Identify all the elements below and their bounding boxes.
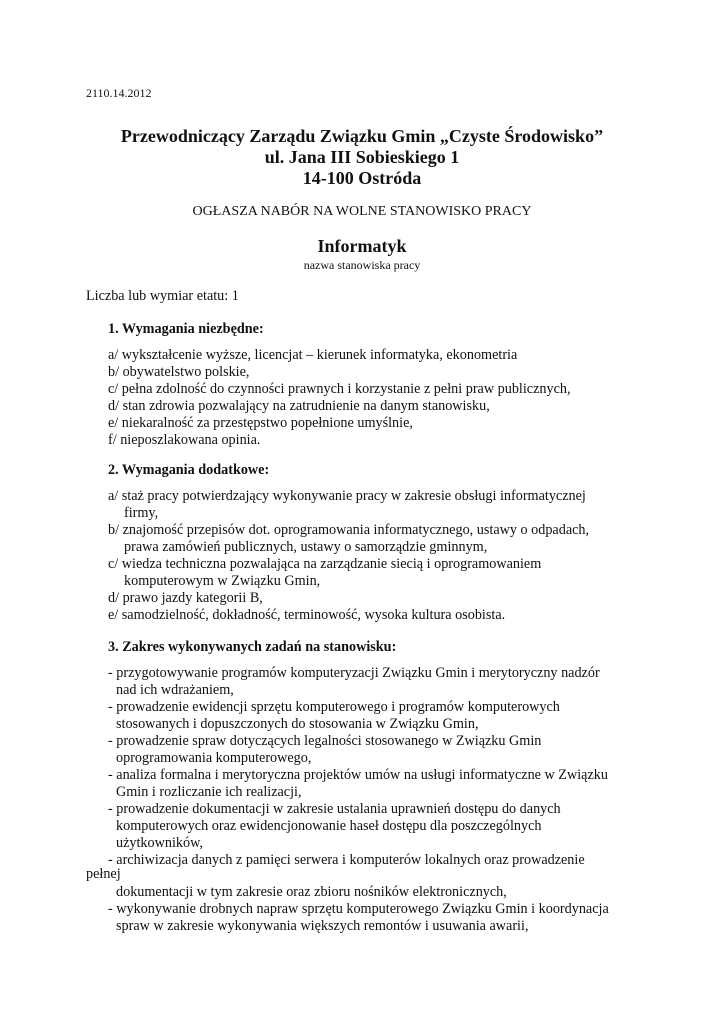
section-3-line: - wykonywanie drobnych napraw sprzętu komputerowego Związku Gmin i koordynacja [108, 901, 609, 917]
section-3-line: komputerowych oraz ewidencjonowanie haseł dostępu dla poszczególnych [116, 818, 542, 834]
etat-line: Liczba lub wymiar etatu: 1 [86, 288, 239, 304]
position-title: Informatyk [317, 236, 407, 256]
section-1-line: d/ stan zdrowia pozwalający na zatrudnienie na danym stanowisku, [108, 398, 490, 414]
section-3-heading: 3. Zakres wykonywanych zadań na stanowisku: [108, 639, 397, 655]
header-city-line: 14-100 Ostróda [302, 168, 422, 188]
announcement-text: OGŁASZA NABÓR NA WOLNE STANOWISKO PRACY [192, 204, 532, 219]
section-3-line: stosowanych i dopuszczonych do stosowania w Związku Gmin, [116, 716, 479, 732]
section-1-line: e/ niekaralność za przestępstwo popełnione umyślnie, [108, 415, 413, 431]
section-3-line: spraw w zakresie wykonywania większych remontów i usuwania awarii, [116, 918, 529, 934]
section-2-line: komputerowym w Związku Gmin, [124, 573, 321, 589]
section-3-line: - prowadzenie spraw dotyczących legalności stosowanego w Związku Gmin [108, 733, 542, 749]
section-2-line: firmy, [124, 505, 159, 521]
section-1-line: c/ pełna zdolność do czynności prawnych i korzystanie z pełni praw publicznych, [108, 381, 571, 397]
section-3-line: nad ich wdrażaniem, [116, 682, 234, 698]
section-2-line: b/ znajomość przepisów dot. oprogramowania informatycznego, ustawy o odpadach, [108, 522, 590, 538]
section-3-line: użytkowników, [116, 835, 203, 851]
section-2-line: prawa zamówień publicznych, ustawy o samorządzie gminnym, [124, 539, 488, 555]
header-street-line: ul. Jana III Sobieskiego 1 [264, 147, 460, 167]
section-3-line: - analiza formalna i merytoryczna projektów umów na usługi informatyczne w Związku [108, 767, 608, 783]
section-2-line: a/ staż pracy potwierdzający wykonywanie pracy w zakresie obsługi informatycznej [108, 488, 586, 504]
section-1-line: f/ nieposzlakowana opinia. [108, 432, 261, 448]
section-2-line: d/ prawo jazdy kategorii B, [108, 590, 263, 606]
header-issuer-line: Przewodniczący Zarządu Związku Gmin „Czyste Środowisko” [120, 126, 604, 146]
section-2-line: e/ samodzielność, dokładność, terminowość, wysoka kultura osobista. [108, 607, 506, 623]
section-3-line: - archiwizacja danych z pamięci serwera i komputerów lokalnych oraz prowadzenie [108, 852, 585, 868]
section-3-line: - prowadzenie ewidencji sprzętu komputerowego i programów komputerowych [108, 699, 560, 715]
position-caption: nazwa stanowiska pracy [303, 258, 421, 272]
section-1-line: b/ obywatelstwo polskie, [108, 364, 250, 380]
section-2-line: c/ wiedza techniczna pozwalająca na zarządzanie siecią i oprogramowaniem [108, 556, 542, 572]
section-1-heading: 1. Wymagania niezbędne: [108, 321, 264, 337]
section-3-line: oprogramowania komputerowego, [116, 750, 312, 766]
document-reference-number: 2110.14.2012 [86, 86, 152, 100]
section-3-line: dokumentacji w tym zakresie oraz zbioru nośników elektronicznych, [116, 884, 507, 900]
section-2-heading: 2. Wymagania dodatkowe: [108, 462, 270, 478]
section-3-line: - prowadzenie dokumentacji w zakresie ustalania uprawnień dostępu do danych [108, 801, 561, 817]
section-3-line: pełnej [86, 866, 121, 882]
section-1-line: a/ wykształcenie wyższe, licencjat – kierunek informatyka, ekonometria [108, 347, 518, 363]
section-3-line: - przygotowywanie programów komputeryzacji Związku Gmin i merytoryczny nadzór [108, 665, 600, 681]
section-3-line: Gmin i rozliczanie ich realizacji, [116, 784, 302, 800]
